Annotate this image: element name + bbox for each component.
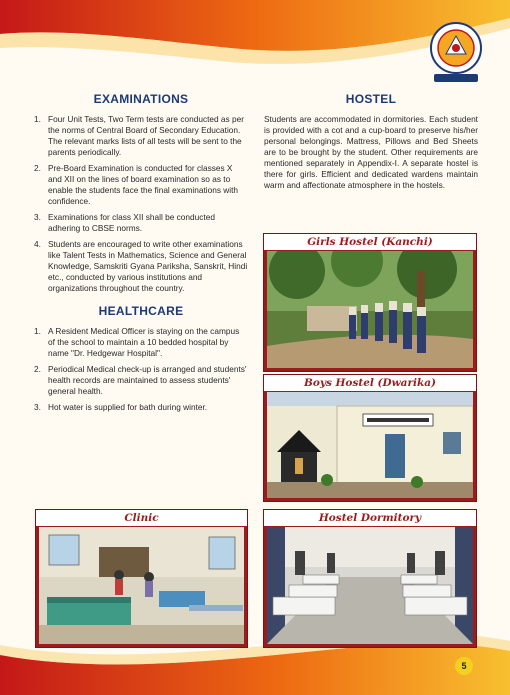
left-column [34,92,248,418]
healthcare-list [34,326,248,413]
dormitory-image [267,527,473,644]
page-number: 5 [455,657,473,675]
clinic-caption: Clinic [36,510,247,526]
healthcare-heading: HEALTHCARE [98,304,184,318]
boys-hostel-photo [263,374,477,502]
girls-hostel-image [267,251,473,368]
boys-hostel-image [267,392,473,498]
list-item: 2. Periodical Medical check-up is arranged and students' health records are maintained to assess students' general health. [34,364,247,396]
examinations-heading: EXAMINATIONS [93,92,189,106]
girls-hostel-caption: Girls Hostel (Kanchi) [264,234,476,250]
school-logo-emblem [428,20,484,86]
hostel-heading: HOSTEL [345,92,397,106]
list-item: 1. A Resident Medical Officer is staying on the campus of the school to maintain a 10 bedded hospital by name "Dr. Hedgewar Hospital". [34,326,240,358]
dormitory-photo [263,509,477,648]
list-item: 3. Examinations for class XII shall be conducted adhering to CBSE norms. [34,212,215,233]
boys-hostel-caption: Boys Hostel (Dwarika) [264,375,476,391]
list-item: 2. Pre-Board Examination is conducted for classes X and XII on the lines of board examination so as to enable the students face the final examinations with confidence. [34,163,239,206]
girls-hostel-photo [263,233,477,372]
right-column [264,92,478,191]
clinic-image [39,527,244,644]
list-item: 1. Four Unit Tests, Two Term tests are conducted as per the norms of Central Board of Secondary Education. The relevant marks lists of all tests will be sent to the parents periodically. [34,114,244,157]
clinic-photo [35,509,248,648]
dormitory-caption: Hostel Dormitory [264,510,476,526]
list-item: 4. Students are encouraged to write other examinations like Talent Tests in Mathematics, Science and General Knowledge, Samskriti Gyana Pariksha, Sanskrit, Hindi etc., conducted by various institutions and organizations throughout the country. [34,239,248,293]
examinations-list [34,114,248,294]
hostel-paragraph: Students are accommodated in dormitories. Each student is provided with a cot and a cup-board to preserve his/her personal belongings. Mattress, Pillows and Bed Sheets are to be brought by the student. Other requirements are mentioned separately in Appendix-I. A separate hostel is there for girls. Efficient and dedicated wardens maintain warm and affectionate atmosphere in the hostels. [264,114,478,190]
list-item: 3. Hot water is supplied for bath during winter. [34,402,208,412]
